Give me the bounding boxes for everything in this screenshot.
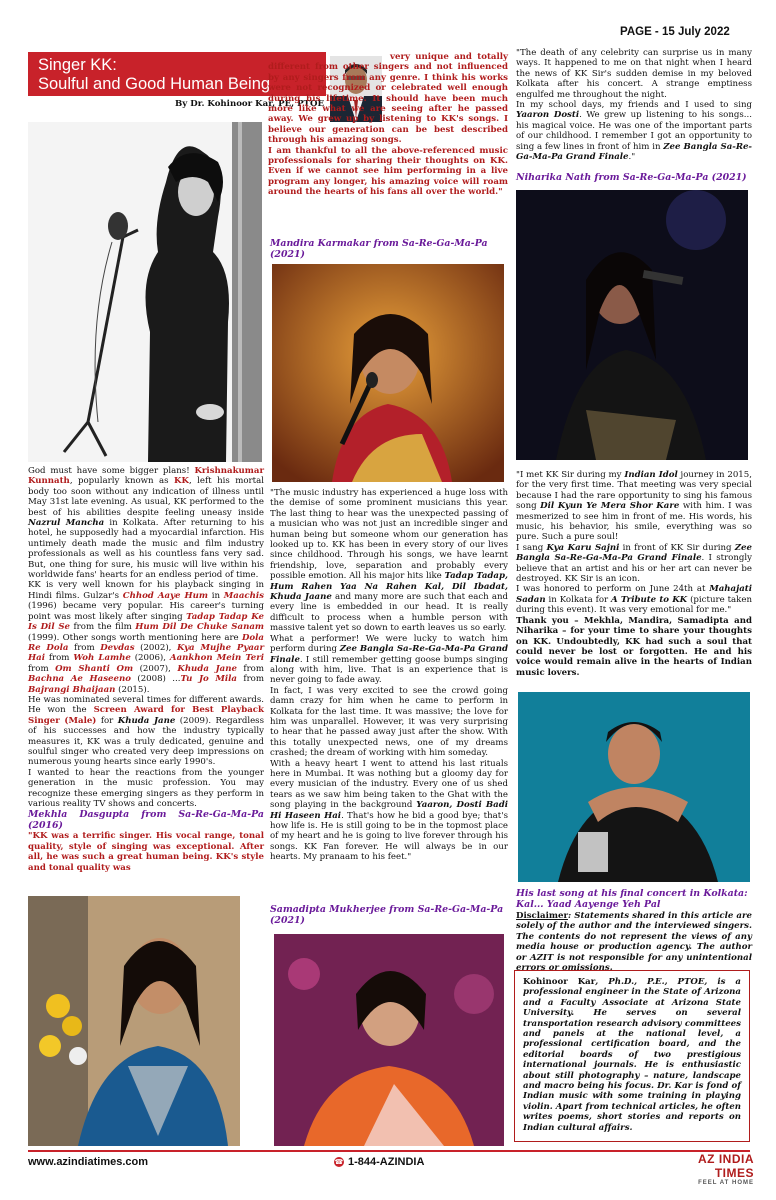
mandira-para4: With a heavy heart I went to attend his last rituals here in Mumbai. It was nothing but a gloomy day for every musician of the industry. Every one of us shed tears as we saw him being taken to the Ghat with the song playing in the background Yaaron, Dosti Badi Hi Haseen Hai. That's how he bid a good bye; that's how life is. He is still going to be in the topmost place of my heart and he is going to live forever through his songs. KK Fan forever. He will always be in our hearts. My pranaam to his feet." <box>270 758 509 863</box>
mandira-photo <box>272 264 504 482</box>
col2-body <box>270 488 508 892</box>
kk-concert-caption: His last song at his final concert in Kolkata: Kal... Yaad Aayenge Yeh Pal <box>516 888 748 910</box>
author-bio-box <box>514 970 750 1142</box>
mandira-caption: Mandira Karmakar from Sa-Re-Ga-Ma-Pa (2021) <box>270 238 488 260</box>
az-india-times-logo <box>664 1152 754 1186</box>
disclaimer <box>516 911 752 974</box>
footer-website[interactable]: www.azindiatimes.com <box>28 1156 149 1168</box>
col2-top-text <box>268 52 508 232</box>
col2-top-quote: very unique and totally different from other singers and not influenced by any singers from any genre. I think his works were not recognized or celebrated well enough during his lifetime. It should have been much more like what we are seeing after he passed away. We grew up by listening to KK's songs. I believe our generation can be best described through his amazing songs. <box>268 52 508 146</box>
article-title-line2: Soulful and Good Human Being <box>38 75 271 93</box>
page-date-label: PAGE - 15 July 2022 <box>620 26 730 38</box>
samadipta-caption: Samadipta Mukherjee from Sa-Re-Ga-Ma-Pa (2021) <box>270 904 504 926</box>
niharika-photo <box>516 190 748 460</box>
mekhla-photo <box>28 896 240 1146</box>
col1-para4: I wanted to hear the reactions from the younger generation in the music profession. You may recognize these emerging singers as they perform in various reality TV shows and concerts. <box>28 767 264 809</box>
mekhla-caption: Mekhla Dasgupta from Sa-Re-Ga-Ma-Pa (2016) <box>28 809 264 832</box>
byline-author: Dr. Kohinoor Kar, PE, PTOE <box>190 99 324 109</box>
phone-icon: ☎ <box>334 1158 344 1166</box>
niharika-caption: Niharika Nath from Sa-Re-Ga-Ma-Pa (2021) <box>516 172 747 183</box>
niharika-para3: "I met KK Sir during my Indian Idol journey in 2015, for the very first time. That meeting was very special because I had the rare opportunity to sing his famous song Dil Kyun Ye Mera Shor Kare with him. I was mesmerized to see him in front of me. His words, his music, his behavior, his smile, everything was so pure. Such a pure soul! <box>516 470 752 543</box>
col1-para2: KK is very well known for his playback singing in Hindi films. Gulzar's Chhod Aaye Hum in Maachis (1996) became very popular. His career's turning point was most likely after singing Tadap Tadap Ke Is Dil Se from the film Hum Dil De Chuke Sanam (1999). Other songs worth mentioning here are Dola Re Dola from Devdas (2002), Kya Mujhe Pyaar Hai from Woh Lamhe (2006), Aankhon Mein Teri from Om Shanti Om (2007), Khuda Jane from Bachna Ae Haseeno (2008) ...Tu Jo Mila from Bajrangi Bhaijaan (2015). <box>28 580 265 695</box>
col1-para3: He was nominated several times for different awards. He won the Screen Award for Best Playback Singer (Male) for Khuda Jane (2009). Regardless of his successes and how the industry typically measures it, KK was a truly dedicated, genuine and soulful singer who created very deep impressions on numerous young hearts since early 1990's. <box>28 694 264 768</box>
disclaimer-text: : Statements shared in this article are solely of the author and the interviewed singers. The contents do not represent the views of any media house or production agency. The author or AZIT is not responsible for any unintentional errors or omissions. <box>516 911 752 974</box>
niharika-para1: "The death of any celebrity can surprise us in many ways. It happened to me on that night when I heard the news of KK Sir's sudden demise in my beloved Kolkata after his concert. A strange emptiness engulfed me throughout the night. <box>516 48 752 100</box>
author-bio-text: , Ph.D., P.E., PTOE, is a professional engineer in the State of Arizona and a Faculty Associate at Arizona State University. He serves on several transportation research advisory committees and panels at the national level, a professional certification board, and the editorial boards of two prestigious international journals. He is enthusiastic about still photography – nature, landscape and macro being his focus. Dr. Kar is fond of Indian music with some training in playing violin. Apart from technical articles, he often writes poems, short stories and reports on Indian cultural affairs. <box>523 977 742 1133</box>
niharika-para5: I was honored to perform on June 24th at Mahajati Sadan in Kolkata for A Tribute to KK (picture taken during this event). It was very emotional for me." <box>516 584 752 616</box>
niharika-para2: In my school days, my friends and I used to sing Yaaron Dosti. We grew up listening to his songs... his magical voice. He was one of the important parts of our childhood. I remember I got an opportunity to sing a few lines in front of him in Zee Bangla Sa-Re-Ga-Ma-Pa Grand Finale." <box>516 100 753 163</box>
logo-main-text: AZ INDIA TIMES <box>698 1152 754 1180</box>
disclaimer-label: Disclaimer <box>516 911 568 921</box>
thank-you-para: Thank you – Mekhla, Mandira, Samadipta and Niharika – for your time to share your thoughts on KK. Undoubtedly, KK had such a soul that could never be lost or forgotten. He and his voice would remain alive in the hearts of Indian music lovers. <box>516 615 752 678</box>
samadipta-photo <box>274 934 504 1146</box>
logo-sub-text: FEEL AT HOME <box>698 1180 754 1186</box>
mandira-para1: "The music industry has experienced a huge loss with the demise of some prominent musicians this year. The last thing to hear was the unexpected passing of a musician who was not just an incredible singer and human being but someone whom our generation has looked up to. KK has been in every story of our lives since childhood. Through his songs, we have learnt friendship, love, separation and probably every possible emotion. All his major hits like Tadap Tadap, Hum Rahen Yaa Na Rahen Kal, Dil Ibadat, Khuda Jaane and many more are such that each and every line is embedded in our head. It is really difficult to process when a humble person with massive talent yet so down to earth leaves us so early. <box>270 488 508 634</box>
kk-concert-photo <box>518 692 750 882</box>
byline-prefix: By <box>174 99 188 109</box>
col1-para1: God must have some bigger plans! Krishnakumar Kunnath, popularly known as KK, left his mortal body too soon without any indication of illness until May 31st late evening. As usual, KK performed to the best of his abilities despite feeling uneasy inside Nazrul Mancha in Kolkata. After returning to his hotel, he supposedly had a myocardial infarction. His untimely death made the music and film industry professionals as well as his countless fans very sad. But, one thing for sure, his music will live within his worldwide fans' hearts for an endless period of time. <box>28 466 264 581</box>
col2-thanks: I am thankful to all the above-referenced music professionals for sharing their thoughts on KK. Even if we cannot see him performing in a live program any longer, his amazing voice will roam around the hearts of his fans all over the world." <box>268 145 508 198</box>
author-bio-name: Kohinoor Kar <box>523 977 596 987</box>
mandira-para2: What a performer! We were lucky to watch him perform during Zee Bangla Sa-Re-Ga-Ma-Pa Grand Finale. I still remember getting goose bumps singing along with him, live. That is an experience that is never going to fade away. <box>270 633 508 686</box>
col3-mid-text <box>516 470 752 684</box>
article-title-line1: Singer KK: <box>38 56 117 74</box>
footer-phone-number: 1-844-AZINDIA <box>348 1156 425 1168</box>
footer-phone[interactable] <box>334 1156 424 1168</box>
kk-main-photo <box>28 122 262 462</box>
footer-rule <box>28 1150 750 1152</box>
mekhla-quote: "KK was a terrific singer. His vocal range, tonal quality, style of singing was exceptional. After all, he was such a great human being. KK's style and tonal quality was <box>28 831 264 873</box>
author-bio <box>523 977 741 1135</box>
mandira-para3: In fact, I was very excited to see the crowd going damn crazy for him when he came to perform in Kolkata for the last time. It was massive; the love for him was unparallel. However, it was very surprising to hear that he passed away just after the show. With this totally unexpected news, one of my dreams crashed; the dream of working with him someday. <box>270 685 508 759</box>
niharika-para4: I sang Kya Karu Sajni in front of KK Sir during Zee Bangla Sa-Re-Ga-Ma-Pa Grand Finale. I strongly believe that an artist and his or her art can never be destroyed. KK Sir is an icon. <box>516 542 752 585</box>
col1-body <box>28 466 264 890</box>
col3-top-text <box>516 48 752 170</box>
